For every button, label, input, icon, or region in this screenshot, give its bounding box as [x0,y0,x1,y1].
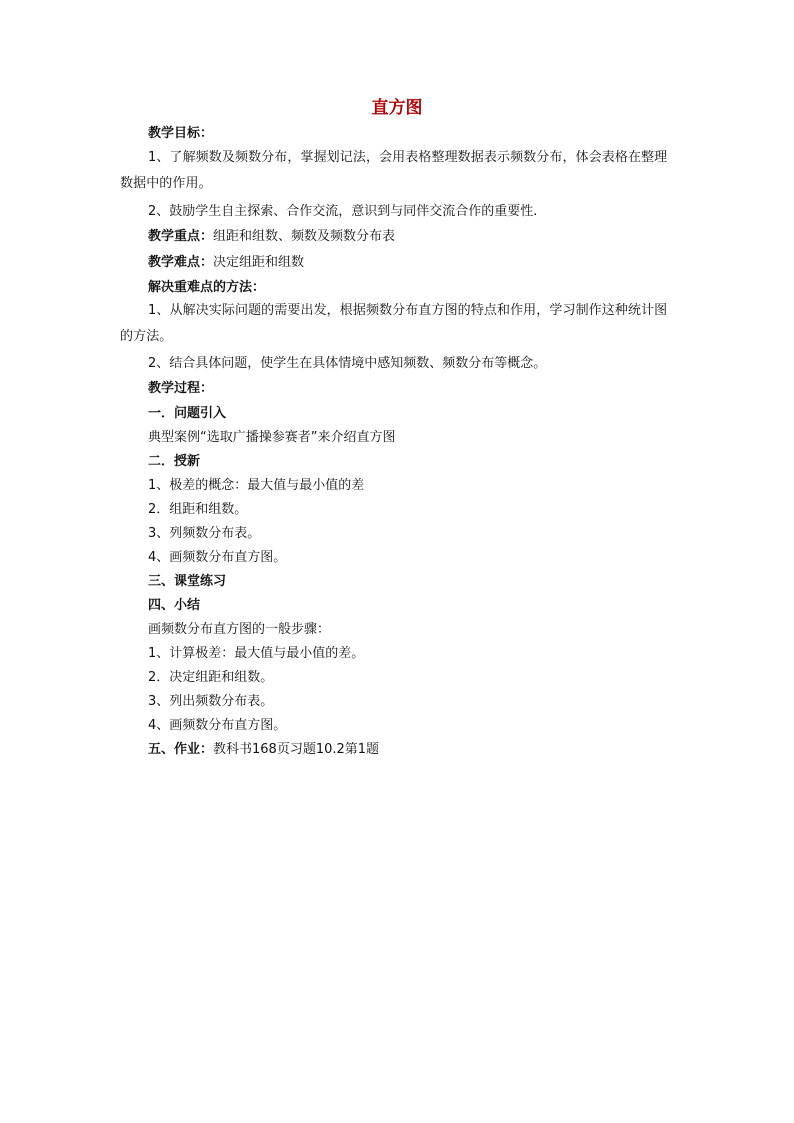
document-title: 直方图 [371,98,423,118]
objectives-heading: 教学目标： [148,126,214,141]
section-5-label: 五、作业： [148,742,214,757]
section-4-item-1: 1、计算极差：最大值与最小值的差。 [148,646,365,661]
section-4-item-2: 2．决定组距和组数。 [148,670,274,685]
section-5-line [148,740,379,760]
key-points-line [148,227,395,247]
section-2-item-2: 2．组距和组数。 [148,502,248,517]
difficulties-text: 决定组距和组数 [213,255,305,270]
process-heading: 教学过程： [148,381,214,396]
key-points-label: 教学重点： [148,229,214,244]
section-4-heading: 四、小结 [148,598,201,613]
methods-heading: 解决重难点的方法： [148,280,266,295]
section-2-item-4: 4、画频数分布直方图。 [148,550,287,565]
section-5-text: 教科书168页习题10.2第1题 [213,742,380,757]
section-2-item-3: 3、列频数分布表。 [148,526,261,541]
section-4-intro: 画频数分布直方图的一般步骤： [148,622,331,637]
section-2-item-1: 1、极差的概念：最大值与最小值的差 [148,478,365,493]
section-2-heading: 二．授新 [148,454,201,469]
section-3-heading: 三、课堂练习 [148,574,227,589]
method-item-2: 2、结合具体问题，使学生在具体情境中感知频数、频数分布等概念。 [148,356,547,371]
difficulties-label: 教学难点： [148,255,214,270]
method-item-1: 1、从解决实际问题的需要出发，根据频数分布直方图的特点和作用，学习制作这种统计图的方法。 [120,303,668,344]
key-points-text: 组距和组数、频数及频数分布表 [213,229,396,244]
difficulties-line [148,253,304,273]
objective-item-1: 1、了解频数及频数分布，掌握划记法，会用表格整理数据表示频数分布，体会表格在整理数据中的作用。 [120,150,668,191]
section-1-heading: 一．问题引入 [148,406,227,421]
section-4-item-4: 4、画频数分布直方图。 [148,718,287,733]
section-4-item-3: 3、列出频数分布表。 [148,694,274,709]
objective-item-2: 2、鼓励学生自主探索、合作交流，意识到与同伴交流合作的重要性. [148,204,538,219]
section-1-text: 典型案例“选取广播操参赛者”来介绍直方图 [148,430,396,445]
